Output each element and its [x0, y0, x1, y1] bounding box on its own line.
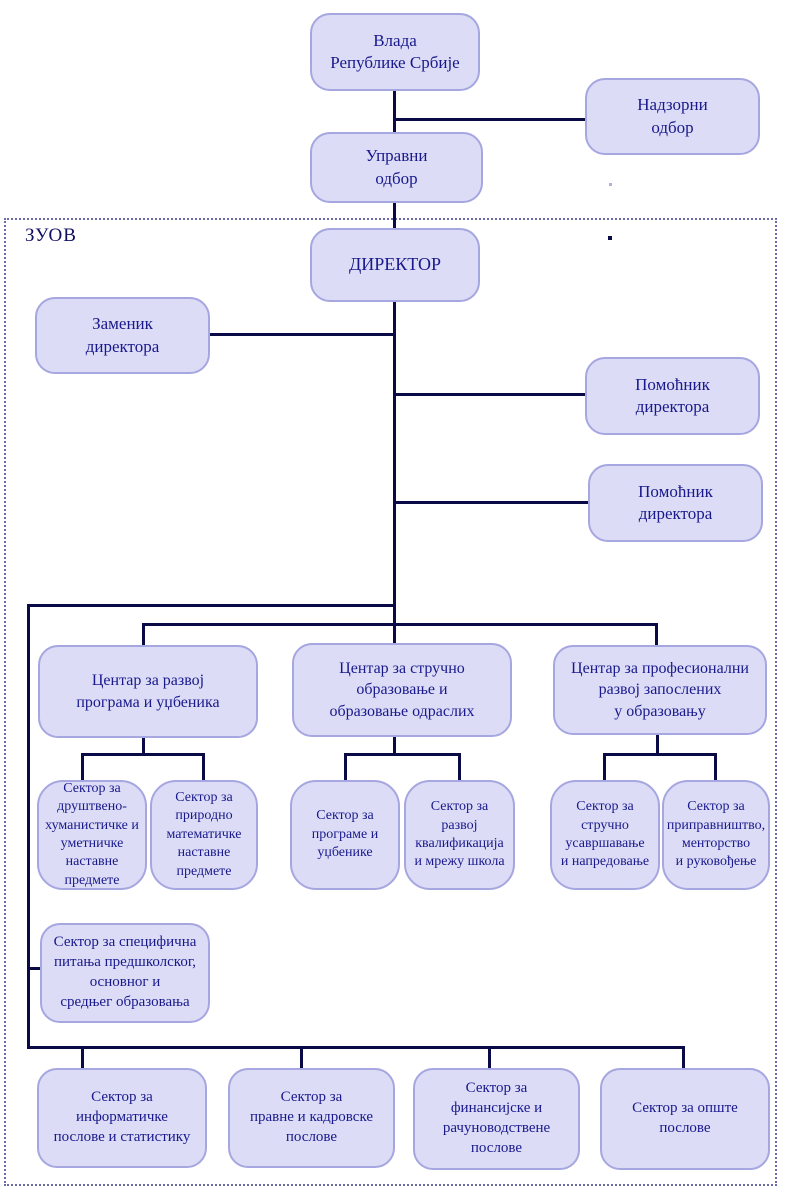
node-centar-strucno: Центар за стручно образовање и образовање одраслих	[292, 643, 512, 737]
node-sektor-usavrsavanje: Сектор за стручно усавршавање и напредовање	[550, 780, 660, 890]
stray-dot-dark	[608, 236, 612, 240]
node-sektor-pripravnistvo: Сектор за приправништво, менторство и руковођење	[662, 780, 770, 890]
connector-centar1-bar	[81, 753, 205, 756]
connector-drop-finansijske	[488, 1046, 491, 1069]
node-pomocnik-1: Помоћник директора	[585, 357, 760, 435]
connector-drop-usavrsavanje	[603, 753, 606, 780]
node-pomocnik-2: Помоћник директора	[588, 464, 763, 542]
connector-drop-informaticke	[81, 1046, 84, 1069]
connector-drop-prirodno	[202, 753, 205, 780]
stray-dot-light	[609, 183, 612, 186]
connector-vlada-upravni	[393, 90, 396, 134]
connector-to-pomocnik1	[394, 393, 586, 396]
node-sektor-informaticke: Сектор за информатичке послове и статистику	[37, 1068, 207, 1168]
node-vlada: Влада Републике Србије	[310, 13, 480, 91]
node-nadzorni: Надзорни одбор	[585, 78, 760, 155]
node-centar-programi: Центар за развој програма и уџбеника	[38, 645, 258, 738]
connector-drop-kvalifikacije	[458, 753, 461, 780]
node-sektor-specificna: Сектор за специфична питања предшколског, основног и средњег образовања	[40, 923, 210, 1023]
node-centar-profesionalni: Центар за професионални развој запослених у образовању	[553, 645, 767, 735]
connector-drop-drustveno	[81, 753, 84, 780]
node-direktor: ДИРЕКТОР	[310, 228, 480, 302]
connector-centar2-bar	[344, 753, 461, 756]
node-sektor-prirodno: Сектор за природно математичке наставне предмете	[150, 780, 258, 890]
node-sektor-finansijske: Сектор за финансијске и рачуноводствене послове	[413, 1068, 580, 1170]
connector-drop-programe	[344, 753, 347, 780]
connector-centar3-bar	[603, 753, 717, 756]
connector-drop-centar3	[655, 623, 658, 645]
connector-drop-opste	[682, 1046, 685, 1069]
connector-upravni-direktor	[393, 203, 396, 229]
connector-bottom-bar	[27, 1046, 685, 1049]
connector-drop-centar1	[142, 623, 145, 645]
connector-centers-bar	[142, 623, 658, 626]
connector-left-spine	[27, 604, 30, 1049]
connector-to-pomocnik2	[394, 501, 589, 504]
connector-to-nadzorni	[394, 118, 586, 121]
zuov-label: ЗУОВ	[25, 225, 77, 246]
node-sektor-pravne: Сектор за правне и кадровске послове	[228, 1068, 395, 1168]
connector-branch-left	[27, 604, 396, 607]
connector-to-zamenik	[210, 333, 394, 336]
connector-drop-pripravnistvo	[714, 753, 717, 780]
node-zamenik: Заменик директора	[35, 297, 210, 374]
node-sektor-drustveno: Сектор за друштвено- хуманистичке и уметничке наставне предмете	[37, 780, 147, 890]
node-sektor-opste: Сектор за опште послове	[600, 1068, 770, 1170]
node-sektor-kvalifikacije: Сектор за развој квалификација и мрежу школа	[404, 780, 515, 890]
connector-drop-pravne	[300, 1046, 303, 1069]
node-sektor-programe: Сектор за програме и уџбенике	[290, 780, 400, 890]
connector-trunk	[393, 302, 396, 646]
node-upravni: Управни одбор	[310, 132, 483, 203]
